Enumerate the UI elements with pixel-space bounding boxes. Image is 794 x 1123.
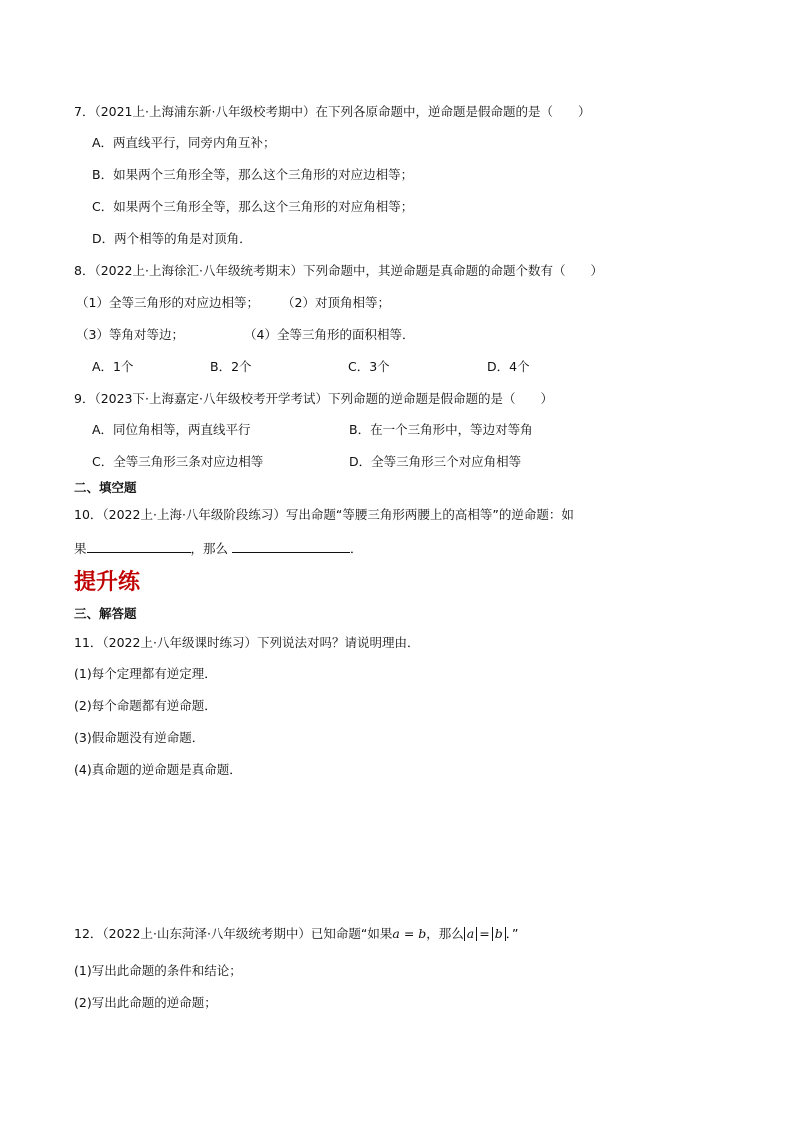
q7-option-d: D．两个相等的角是对顶角． — [92, 231, 252, 246]
q11-item-1: (1)每个定理都有逆定理． — [74, 666, 217, 681]
q11-item-4: (4)真命题的逆命题是真命题． — [74, 762, 242, 777]
q8-option-c: C．3个 — [348, 359, 390, 374]
section-heading-advanced: 提升练 — [74, 569, 141, 595]
q7-option-a: A．两直线平行，同旁内角互补； — [92, 135, 276, 150]
q12-item-1: (1)写出此命题的条件和结论； — [74, 963, 242, 978]
q7-option-c: C．如果两个三角形全等，那么这个三角形的对应角相等； — [92, 199, 414, 214]
q8-item-4: （4）全等三角形的面积相等． — [244, 327, 415, 342]
q10-blank-2[interactable] — [232, 538, 350, 553]
q8-item-1: （1）全等三角形的对应边相等； — [76, 295, 259, 310]
q9-option-c: C．全等三角形三条对应边相等 — [92, 454, 264, 469]
q11-item-2: (2)每个命题都有逆命题． — [74, 698, 217, 713]
q11-stem: 11．（2022上·八年级课时练习）下列说法对吗？请说明理由． — [74, 635, 420, 650]
q12-stem-mid: ，那么 — [426, 926, 464, 941]
q8-option-a: A．1个 — [92, 359, 134, 374]
q12-item-2: (2)写出此命题的逆命题； — [74, 995, 217, 1010]
q10-middle: ，那么 — [190, 541, 229, 556]
q9-stem: 9．（2023下·上海嘉定·八年级校考开学考试）下列命题的逆命题是假命题的是（ ） — [74, 391, 553, 406]
q10-blanks-line — [74, 538, 363, 558]
q8-option-b: B．2个 — [210, 359, 252, 374]
q10-blank-1[interactable] — [87, 538, 191, 553]
q9-option-d: D．全等三角形三个对应角相等 — [349, 454, 522, 469]
q12-abs-a: a — [464, 927, 477, 941]
q9-option-b: B．在一个三角形中，等边对等角 — [349, 422, 533, 437]
q8-item-2: （2）对顶角相等； — [282, 295, 390, 310]
q9-option-a: A．同位角相等，两直线平行 — [92, 422, 251, 437]
q12-abs-b: b — [492, 927, 506, 941]
q12-stem-pre: 12．（2022上·山东菏泽·八年级统考期中）已知命题“如果 — [74, 926, 393, 941]
section-fill-in: 二、填空题 — [74, 480, 137, 495]
q8-stem: 8．（2022上·上海徐汇·八年级统考期末）下列命题中，其逆命题是真命题的命题个数有（ ） — [74, 263, 603, 278]
q12-stem — [74, 925, 518, 943]
q11-item-3: (3)假命题没有逆命题． — [74, 730, 205, 745]
q12-equals: = — [479, 926, 490, 941]
q10-suffix: ． — [350, 541, 363, 556]
q12-condition-math: a = b — [392, 926, 427, 941]
q8-option-d: D．4个 — [487, 359, 530, 374]
q7-option-b: B．如果两个三角形全等，那么这个三角形的对应边相等； — [92, 167, 414, 182]
q7-stem: 7．（2021上·上海浦东新·八年级校考期中）在下列各原命题中，逆命题是假命题的是（ ） — [74, 104, 591, 119]
q10-prefix: 果 — [74, 541, 87, 556]
q8-item-3: （3）等角对等边； — [76, 327, 184, 342]
section-answer: 三、解答题 — [74, 606, 137, 621]
q12-stem-post: ．” — [505, 926, 519, 941]
q10-stem: 10．（2022上·上海·八年级阶段练习）写出命题“等腰三角形两腰上的高相等”的逆命题：如 — [74, 507, 574, 522]
